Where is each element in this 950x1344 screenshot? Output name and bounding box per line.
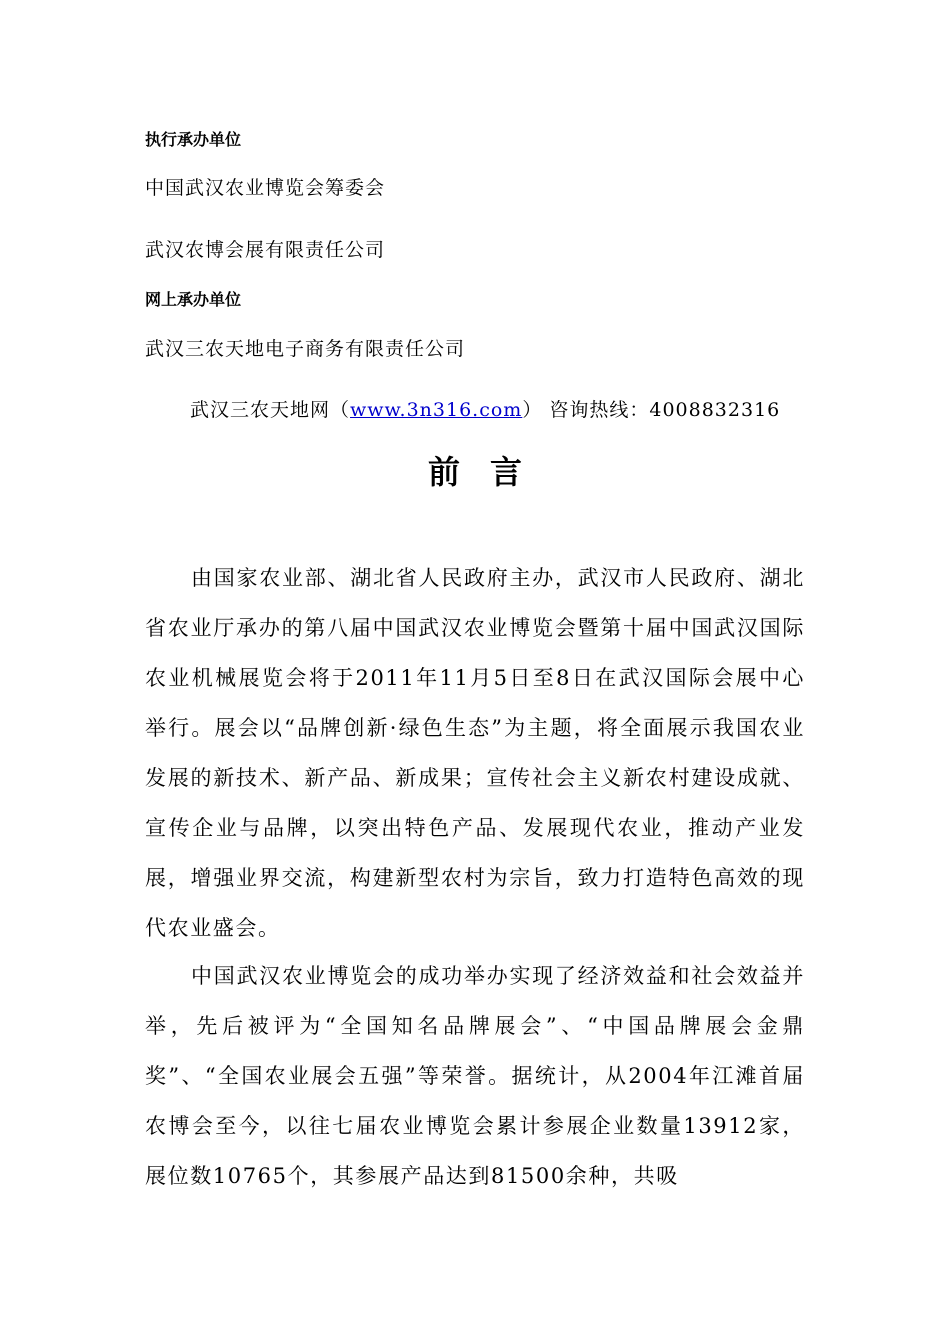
preface-paragraph-1: 由国家农业部、湖北省人民政府主办，武汉市人民政府、湖北省农业厅承办的第八届中国武汉农业博览会暨第十届中国武汉国际农业机械展览会将于2011年11月5日至8日在武汉国际会展中心举行。展会以“品牌创新·绿色生态”为主题，将全面展示我国农业发展的新技术、新产品、新成果；宣传社会主义新农村建设成就、宣传企业与品牌，以突出特色产品、发展现代农业，推动产业发展，增强业界交流，构建新型农村为宗旨，致力打造特色高效的现代农业盛会。 — [145, 566, 805, 940]
website-link[interactable]: www.3n316.com — [350, 399, 523, 421]
exec-organizer-heading: 执行承办单位 — [145, 130, 242, 149]
exec-organizer-line-1: 中国武汉农业博览会筹委会 — [145, 177, 386, 199]
exec-organizer-line-2: 武汉农博会展有限责任公司 — [145, 239, 386, 261]
preface-paragraph-2: 中国武汉农业博览会的成功举办实现了经济效益和社会效益并举，先后被评为“全国知名品牌展会”、“中国品牌展会金鼎奖”、“全国农业展会五强”等荣誉。据统计，从2004年江滩首届农博会至今，以往七届农业博览会累计参展企业数量13912家，展位数10765个，其参展产品达到81500余种，共吸 — [145, 964, 805, 1188]
contact-suffix: ） 咨询热线：4008832316 — [522, 399, 781, 421]
online-organizer-heading: 网上承办单位 — [145, 290, 242, 309]
contact-line — [190, 398, 780, 422]
preface-title: 前言 — [427, 453, 552, 491]
contact-prefix: 武汉三农天地网（ — [190, 399, 351, 421]
online-organizer-line-1: 武汉三农天地电子商务有限责任公司 — [145, 338, 466, 360]
